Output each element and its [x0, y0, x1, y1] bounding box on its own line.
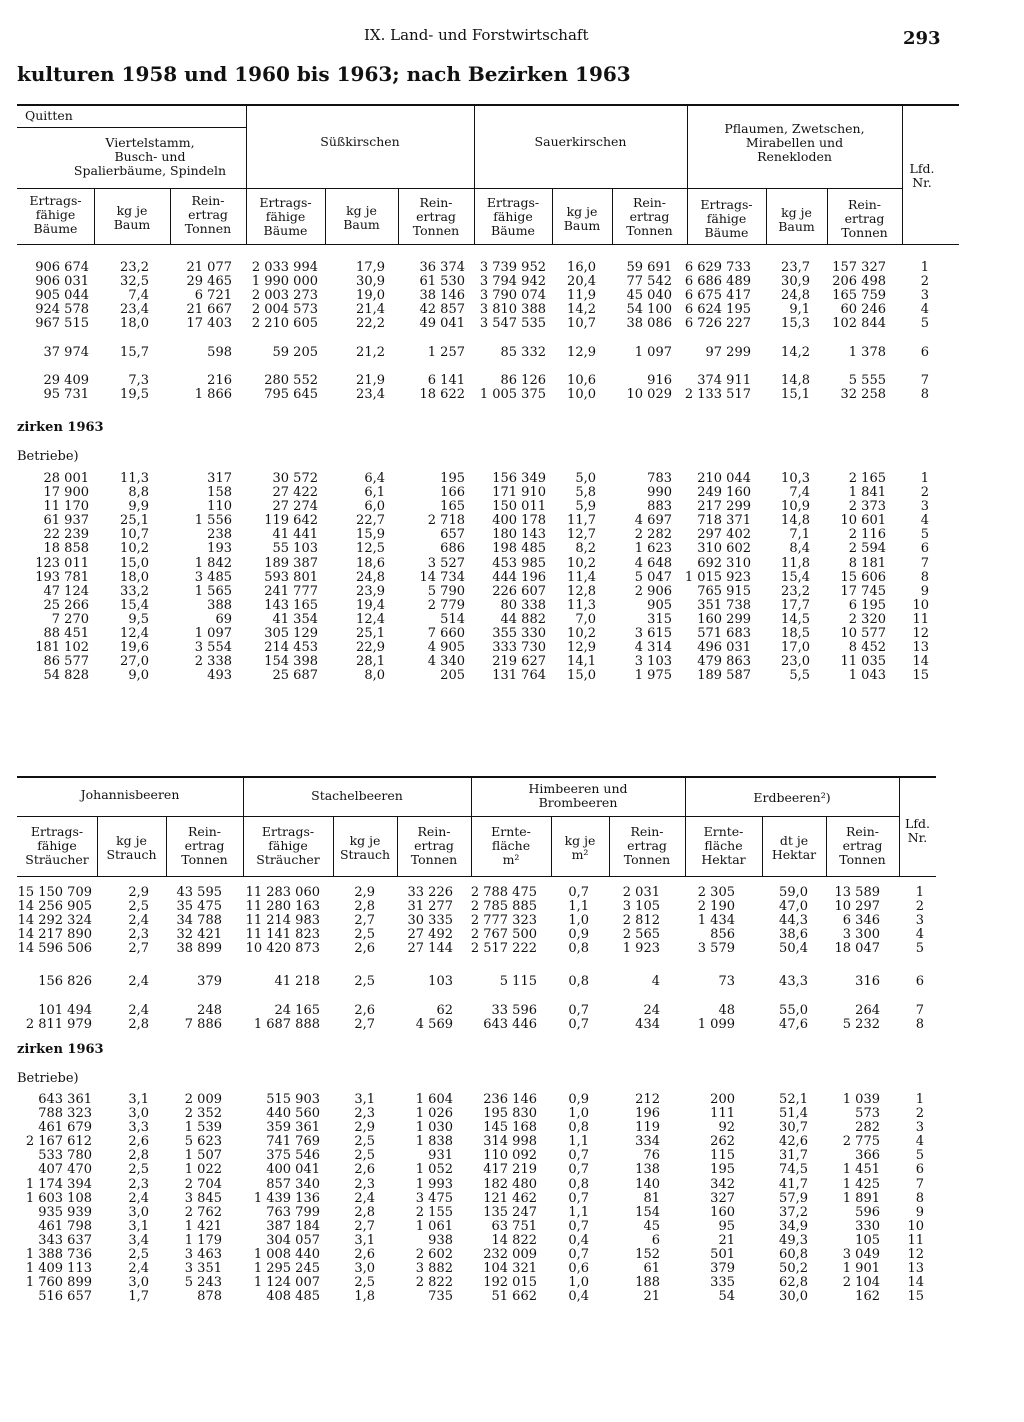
lfd-nr-column: 6 [915, 974, 924, 989]
data-column: 12,9 [567, 345, 596, 360]
col-header-ertragsfaehige-baeume: Ertrags- fähige Bäume [259, 195, 312, 238]
group-header-himbeeren: Himbeeren und Brombeeren [528, 781, 628, 810]
data-column: 7,3 19,5 [120, 373, 149, 403]
data-column: 783 990 883 4 697 2 282 1 623 4 648 5 047 2 906 905 315 3 615 4 314 3 103 1 975 [634, 471, 672, 684]
section-subheading: Betriebe) [17, 1071, 79, 1086]
col-header-reinertrag: Rein- ertrag Tonnen [623, 824, 671, 867]
data-column: 2 009 2 352 1 539 5 623 1 507 1 022 2 704 3 845 2 762 1 421 1 179 3 463 3 351 5 243 878 [184, 1092, 222, 1305]
lfd-nr-header: Lfd. Nr. [905, 816, 930, 845]
table-rule [17, 104, 959, 106]
data-column: 2,9 2,8 2,7 2,5 2,6 [354, 885, 375, 957]
data-column: 210 044 249 160 217 299 718 371 297 402 310 602 692 310 1 015 923 765 915 351 738 160 299 571 683 496 031 479 863 189 587 [684, 471, 751, 684]
data-column: 216 1 866 [194, 373, 232, 403]
data-column: 2 031 3 105 2 812 2 565 1 923 [622, 885, 660, 957]
page-title: kulturen 1958 und 1960 bis 1963; nach Bezirken 1963 [17, 62, 631, 86]
data-column: 2,9 2,5 2,4 2,3 2,7 [128, 885, 149, 957]
data-column: 59 205 [272, 345, 318, 360]
data-column: 906 674 906 031 905 044 924 578 967 515 [35, 260, 89, 332]
data-column: 23,2 32,5 7,4 23,4 18,0 [120, 260, 149, 332]
section-title: IX. Land- und Forstwirtschaft [364, 26, 589, 44]
col-header-reinertrag: Rein- ertrag Tonnen [412, 195, 460, 238]
data-column: 62 4 569 [415, 1003, 453, 1033]
data-column: 33 596 643 446 [483, 1003, 537, 1033]
data-column: 52,1 51,4 30,7 42,6 31,7 74,5 41,7 57,9 37,2 34,9 49,3 60,8 50,2 62,8 30,0 [779, 1092, 808, 1305]
data-column: 1 257 [427, 345, 465, 360]
data-column: 3 739 952 3 794 942 3 790 074 3 810 388 3 547 535 [479, 260, 546, 332]
page-number: 293 [903, 28, 941, 49]
table-rule [17, 876, 936, 877]
data-column: 16,0 20,4 11,9 14,2 10,7 [567, 260, 596, 332]
col-header-ertragsfaehige-straeucher: Ertrags- fähige Sträucher [256, 824, 320, 867]
data-column: 6 629 733 6 686 489 6 675 417 6 624 195 6 726 227 [684, 260, 751, 332]
data-column: 280 552 795 645 [264, 373, 318, 403]
col-header-reinertrag: Rein- ertrag Tonnen [839, 824, 886, 867]
data-column: 29 409 95 731 [43, 373, 89, 403]
section-subheading: zirken 1963 [17, 420, 104, 435]
col-header-reinertrag: Rein- ertrag Tonnen [181, 824, 228, 867]
data-column: 10,3 7,4 10,9 14,8 7,1 8,4 11,8 15,4 23,2 17,7 14,5 18,5 17,0 23,0 5,5 [781, 471, 810, 684]
lfd-nr-column: 6 [920, 345, 929, 360]
data-column: 156 349 171 910 150 011 400 178 180 143 198 485 453 985 444 196 226 607 80 338 44 882 355 330 333 730 219 627 131 764 [492, 471, 546, 684]
table-rule [17, 127, 246, 128]
table-rule [17, 776, 936, 778]
data-column: 59,0 47,0 44,3 38,6 50,4 [779, 885, 808, 957]
section-subheading: Betriebe) [17, 449, 79, 464]
data-column: 48 1 099 [697, 1003, 735, 1033]
lfd-nr-header: Lfd. Nr. [909, 161, 935, 190]
col-header-kg-je-baum: kg je Baum [113, 203, 151, 232]
lfd-nr-column: 1 2 3 4 5 6 7 8 9 10 11 12 13 14 15 [912, 471, 929, 684]
data-column: 4 [651, 974, 660, 989]
col-header-kg-je-strauch: kg je Strauch [339, 833, 391, 862]
data-column: 515 903 440 560 359 361 741 769 375 546 400 041 857 340 1 439 136 763 799 387 184 304 057 1 008 440 1 295 245 1 124 007 408 485 [253, 1092, 320, 1305]
data-column: 1 378 [848, 345, 886, 360]
data-column: 0,8 [568, 974, 589, 989]
data-column: 73 [718, 974, 735, 989]
group-header-pflaumen: Pflaumen, Zwetschen, Mirabellen und Renekloden [724, 121, 865, 164]
data-column: 195 166 165 2 718 657 686 3 527 14 734 5 790 2 779 514 7 660 4 905 4 340 205 [419, 471, 465, 684]
col-header-reinertrag: Rein- ertrag Tonnen [184, 193, 232, 236]
col-header-kg-je-baum: kg je Baum [778, 205, 815, 234]
data-column: 598 [207, 345, 232, 360]
col-header-reinertrag: Rein- ertrag Tonnen [410, 824, 458, 867]
col-header-ertragsfaehige-baeume: Ertrags- fähige Bäume [486, 195, 540, 238]
data-column: 59 691 77 542 45 040 54 100 38 086 [626, 260, 672, 332]
data-column: 14,2 [781, 345, 810, 360]
data-column: 5 555 32 258 [840, 373, 886, 403]
data-column: 37 974 [43, 345, 89, 360]
group-header-viertelstamm: Viertelstamm, Busch- und Spalierbäume, Spindeln [73, 135, 227, 178]
data-column: 2 788 475 2 785 885 2 777 323 2 767 500 2 517 222 [470, 885, 537, 957]
data-column: 17,9 30,9 19,0 21,4 22,2 [356, 260, 385, 332]
group-header-erdbeeren: Erdbeeren²) [753, 790, 831, 805]
data-column: 11 283 060 11 280 163 11 214 983 11 141 823 10 420 873 [245, 885, 320, 957]
data-column: 1 097 [634, 345, 672, 360]
lfd-nr-column: 1 2 3 4 5 6 7 8 9 10 11 12 13 14 15 [907, 1092, 924, 1305]
col-header-kg-je-baum: kg je Baum [343, 203, 380, 232]
data-column: 6 141 18 622 [419, 373, 465, 403]
data-column: 379 [197, 974, 222, 989]
col-header-kg-je-strauch: kg je Strauch [106, 833, 157, 862]
data-column: 248 7 886 [184, 1003, 222, 1033]
data-column: 212 196 119 334 76 138 140 81 154 45 6 152 61 188 21 [635, 1092, 660, 1305]
data-column: 1 039 573 282 2 775 366 1 451 1 425 1 891 596 330 105 3 049 1 901 2 104 162 [842, 1092, 880, 1305]
data-column: 2,6 2,7 [354, 1003, 375, 1033]
data-column: 2 305 2 190 1 434 856 3 579 [697, 885, 735, 957]
data-column: 5,0 5,8 5,9 11,7 12,7 8,2 10,2 11,4 12,8 11,3 7,0 10,2 12,9 14,1 15,0 [567, 471, 596, 684]
data-column: 6,4 6,1 6,0 22,7 15,9 12,5 18,6 24,8 23,9 19,4 12,4 25,1 22,9 28,1 8,0 [356, 471, 385, 684]
data-column: 97 299 [705, 345, 751, 360]
data-column: 5 115 [499, 974, 537, 989]
data-column: 0,9 1,0 0,8 1,1 0,7 0,7 0,8 0,7 1,1 0,7 0,4 0,7 0,6 1,0 0,4 [568, 1092, 589, 1305]
col-header-reinertrag: Rein- ertrag Tonnen [626, 195, 673, 238]
data-column: 30 572 27 422 27 274 119 642 41 441 55 103 189 387 593 801 241 777 143 165 41 354 305 129 214 453 154 398 25 687 [264, 471, 318, 684]
lfd-nr-column: 1 2 3 4 5 [920, 260, 929, 332]
data-column: 200 111 92 262 115 195 342 327 160 95 21 501 379 335 54 [710, 1092, 735, 1305]
col-header-ertragsfaehige-straeucher: Ertrags- fähige Sträucher [25, 824, 89, 867]
data-column: 374 911 2 133 517 [684, 373, 751, 403]
data-column: 3,1 3,0 3,3 2,6 2,8 2,5 2,3 2,4 3,0 3,1 3,4 2,5 2,4 3,0 1,7 [128, 1092, 149, 1305]
data-column: 55,0 47,6 [779, 1003, 808, 1033]
data-column: 2,4 2,8 [128, 1003, 149, 1033]
data-column: 916 10 029 [626, 373, 672, 403]
data-column: 2,5 [354, 974, 375, 989]
data-column: 643 361 788 323 461 679 2 167 612 533 780 407 470 1 174 394 1 603 108 935 939 461 798 343 637 1 388 736 1 409 113 1 760 899 516 657 [25, 1092, 92, 1305]
group-header-quitten: Quitten [25, 108, 73, 123]
data-column: 264 5 232 [842, 1003, 880, 1033]
data-column: 15,7 [120, 345, 149, 360]
data-column: 24 434 [635, 1003, 660, 1033]
col-header-dt-je-ha: dt je Hektar [771, 833, 817, 862]
data-column: 3,1 2,3 2,9 2,5 2,5 2,6 2,3 2,4 2,8 2,7 3,1 2,6 3,0 2,5 1,8 [354, 1092, 375, 1305]
data-column: 13 589 10 297 6 346 3 300 18 047 [834, 885, 880, 957]
data-column: 1 604 1 026 1 030 1 838 931 1 052 1 993 3 475 2 155 1 061 938 2 602 3 882 2 822 735 [415, 1092, 453, 1305]
lfd-nr-column: 7 8 [915, 1003, 924, 1033]
data-column: 24 165 1 687 888 [253, 1003, 320, 1033]
col-header-erntefl-m2: Ernte- fläche m² [491, 824, 531, 867]
lfd-nr-column: 7 8 [920, 373, 929, 403]
col-header-ertragsfaehige-baeume: Ertrags- fähige Bäume [700, 197, 753, 240]
table-rule [17, 244, 959, 245]
data-column: 236 146 195 830 145 168 314 998 110 092 417 219 182 480 121 462 135 247 63 751 14 822 232 009 104 321 192 015 51 662 [483, 1092, 537, 1305]
group-header-johannisbeeren: Johannisbeeren [80, 787, 180, 802]
data-column: 36 374 61 530 38 146 42 857 49 041 [419, 260, 465, 332]
data-column: 85 332 [500, 345, 546, 360]
data-column: 41 218 [274, 974, 320, 989]
col-header-kg-je-m2: kg je m² [564, 833, 596, 862]
data-column: 0,7 0,7 [568, 1003, 589, 1033]
data-column: 33 226 31 277 30 335 27 492 27 144 [407, 885, 453, 957]
col-header-reinertrag: Rein- ertrag Tonnen [841, 197, 888, 240]
data-column: 2 165 1 841 2 373 10 601 2 116 2 594 8 181 15 606 17 745 6 195 2 320 10 577 8 452 11 035 1 043 [840, 471, 886, 684]
col-header-erntefl-ha: Ernte- fläche Hektar [701, 824, 746, 867]
data-column: 28 001 17 900 11 170 61 937 22 239 18 858 123 011 193 781 47 124 25 266 7 270 88 451 181 102 86 577 54 828 [35, 471, 89, 684]
data-column: 156 826 [38, 974, 92, 989]
data-column: 317 158 110 1 556 238 193 1 842 3 485 1 565 388 69 1 097 3 554 2 338 493 [194, 471, 232, 684]
section-subheading: zirken 1963 [17, 1042, 104, 1057]
col-header-ertragsfaehige-baeume: Ertrags- fähige Bäume [29, 193, 82, 236]
data-column: 101 494 2 811 979 [25, 1003, 92, 1033]
table-rule [17, 816, 899, 817]
group-header-sauerkirschen: Sauerkirschen [534, 134, 627, 149]
data-column: 316 [855, 974, 880, 989]
lfd-nr-column: 1 2 3 4 5 [915, 885, 924, 957]
data-column: 14,8 15,1 [781, 373, 810, 403]
data-column: 43 595 35 475 34 788 32 421 38 899 [176, 885, 222, 957]
data-column: 103 [428, 974, 453, 989]
data-column: 10,6 10,0 [567, 373, 596, 403]
data-column: 86 126 1 005 375 [479, 373, 546, 403]
data-column: 2,4 [128, 974, 149, 989]
table-rule [17, 188, 902, 189]
group-header-stachelbeeren: Stachelbeeren [311, 788, 403, 803]
data-column: 11,3 8,8 9,9 25,1 10,7 10,2 15,0 18,0 33,2 15,4 9,5 12,4 19,6 27,0 9,0 [120, 471, 149, 684]
data-column: 23,7 30,9 24,8 9,1 15,3 [781, 260, 810, 332]
data-column: 43,3 [779, 974, 808, 989]
data-column: 21 077 29 465 6 721 21 667 17 403 [186, 260, 232, 332]
col-header-kg-je-baum: kg je Baum [563, 204, 601, 233]
data-column: 21,9 23,4 [356, 373, 385, 403]
data-column: 21,2 [356, 345, 385, 360]
group-header-suesskirschen: Süßkirschen [320, 134, 400, 149]
data-column: 0,7 1,1 1,0 0,9 0,8 [568, 885, 589, 957]
data-column: 2 033 994 1 990 000 2 003 273 2 004 573 2 210 605 [251, 260, 318, 332]
data-column: 157 327 206 498 165 759 60 246 102 844 [832, 260, 886, 332]
data-column: 15 150 709 14 256 905 14 292 324 14 217 890 14 596 506 [17, 885, 92, 957]
